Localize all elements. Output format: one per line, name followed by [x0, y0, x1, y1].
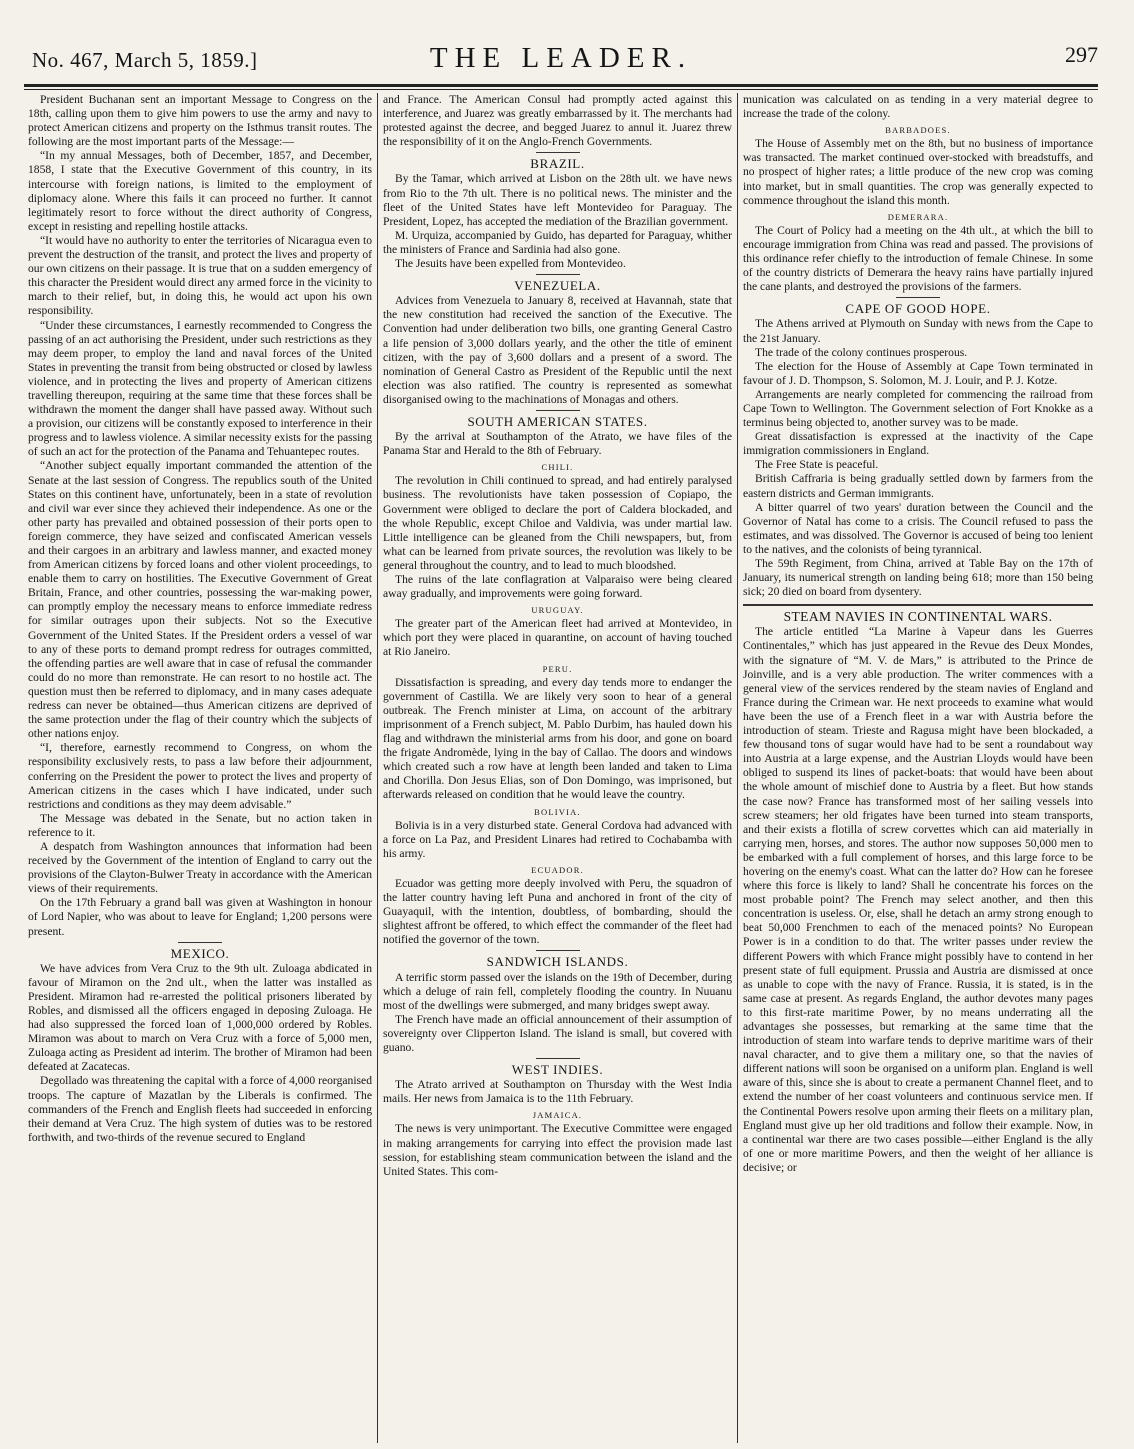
subheading-ecuador: ECUADOR. — [531, 864, 584, 875]
article-paragraph: On the 17th February a grand ball was given at Washington in honour of Lord Napier, who was about to leave for England; 1,200 persons were present. — [28, 896, 372, 938]
article-paragraph: The Court of Policy had a meeting on the 4th ult., at which the bill to encourage immigration from China was read and passed. The provisions of this ordinance refer chiefly to the introduction of female Chinese. In some of the country districts of Demerara the heavy rains have partially injured the cane plants, and destroyed the provisions of the farmers. — [743, 223, 1093, 294]
article-paragraph: “I, therefore, earnestly recommend to Congress, on whom the responsibility exclusively rests, to pass a law before their adjournment, conferring on the President the power to protect the lives and property of American citizens in the cases which I have indicated, under such restrictions and conditions as they may deem advisable.” — [28, 741, 372, 811]
column-divider-2 — [737, 93, 738, 1443]
subheading-peru: PERU. — [542, 663, 573, 674]
section-heading-sandwich-islands: SANDWICH ISLANDS. — [486, 954, 629, 970]
section-divider — [536, 1058, 580, 1059]
article-paragraph: A despatch from Washington announces that information had been received by the Government of the intention of England to carry out the provisions of the Clayton-Bulwer Treaty in accordance with the American views of their requirements. — [28, 839, 372, 896]
issue-date: No. 467, March 5, 1859.] — [32, 48, 258, 72]
article-paragraph: By the arrival at Southampton of the Atrato, we have files of the Panama Star and Herald to the 8th of February. — [383, 430, 732, 458]
article-paragraph: “Under these circumstances, I earnestly recommended to Congress the passing of an act authorising the President, under such restrictions as they may deem proper, to employ the land and naval forces of the United States in preventing the transit from being obstructed or closed by lawless violence, and in protecting the lives and property of American citizens travelling thereupon, requiring at the same time that these forces shall be withdrawn the moment the danger shall have passed away. Without such a provision, our citizens will be constantly exposed to interference in their progress and to lawless violence. A similar necessity exists for the passing of such an act for the protection of the Panama and Tehuantepec routes. — [28, 318, 372, 459]
article-paragraph: Degollado was threatening the capital with a force of 4,000 reorganised troops. The capture of Mazatlan by the Liberals is confirmed. The commanders of the French and English fleets had succeeded in enforcing their demand at Vera Cruz. The high system of duties was to be restored forthwith, and two-thirds of the revenue secured to England — [28, 1074, 372, 1144]
article-paragraph: “It would have no authority to enter the territories of Nicaragua even to prevent the destruction of the transit, and protect the lives and property of our own citizens on their passage. It is true that on a sudden emergency of this character the President would direct any armed force in the vicinity to march to their relief, but, in doing this, he would act upon his own responsibility. — [28, 233, 372, 318]
article-paragraph: Bolivia is in a very disturbed state. General Cordova had advanced with a force on La Paz, and President Linares had retired to Cochabamba with his army. — [383, 818, 732, 860]
section-heading-mexico: MEXICO. — [170, 945, 230, 961]
article-paragraph: Great dissatisfaction is expressed at the inactivity of the Cape immigration commissioners in England. — [743, 430, 1093, 458]
article-paragraph: Ecuador was getting more deeply involved with Peru, the squadron of the latter country having left Puna and anchored in front of the city of Guayaquil, with the intention, doubtless, of bombarding, should the slightest affront be offered, to which effect the commander of the fleet had notified the governor of the town. — [383, 876, 732, 947]
article-paragraph: The ruins of the late conflagration at Valparaiso were being cleared away gradually, and improvements were going forward. — [383, 573, 732, 601]
section-divider — [896, 297, 940, 298]
article-paragraph: The trade of the colony continues prosperous. — [755, 345, 968, 359]
article-paragraph: The Jesuits have been expelled from Montevideo. — [395, 257, 626, 271]
section-heading-venezuela: VENEZUELA. — [514, 278, 601, 294]
article-paragraph: By the Tamar, which arrived at Lisbon on the 28th ult. we have news from Rio to the 7th ult. There is no political news. The minister and the fleet of the United States have left Montevideo for Paraguay. The President, Lopez, has accepted the mediation of the Brazilian government. — [383, 172, 732, 228]
article-paragraph: The article entitled “La Marine à Vapeur dans les Guerres Continentales,” which has just appeared in the Revue des Deux Mondes, with the signature of “M. V. de Mars,” is attributed to the Prince de Joinville, and is a very able production. The writer commences with a general view of the services rendered by the steam navies of England and France during the Crimean war. He next proceeds to examine what would have been the use of a French fleet in a war with Austria before the introduction of steam. Trieste and Ragusa might have been blockaded, a few thousand tons of sugar would have had to be sent a roundabout way into Austria at a large expense, and the Austrian Lloyds would have been obliged to suspend its lines of packet-boats: that would have been about the whole amount of mischief done to Austria by a fleet. But how stands the case now? France has transformed most of her sailing vessels into screw steamers; her old frigates have been turned into steam transports, and their exists a flotilla of screw corvettes which can aid materially in carrying men, horses, and stores. The author now supposes 50,000 men to be embarked with a full complement of horses, and this large force to be hovering on the enemy's coast. What can the latter do? How can he foresee where this force is likely to land? Shall he concentrate his forces on the most probable point? The French may select another, and then this concentration is useless. Or, else, shall he detach an army strong enough to beat 50,000 Frenchmen to each of the menaced points? No European Power is in a condition to do that. The writer passes under review the different Powers with which France might possibly have to contend in her present state of full equipment. Prussia and Austria are dismissed at once as unable to cope with the navy of France. Russia, it is stated, is in the same case at present. As regards England, the author devotes many pages to this first-rate maritime Power, by no means underrating all the advantages she possesses, but remarking at the same time that the introduction of steam into warfare tends to deprive maritime wars of their naval character, and to give them a military one, so that the navies of different nations will soon be organised on a uniform plan. England is well aware of this, since she is about to create a permanent Channel fleet, and to extend the number of her coast volunteers and continuous service men. If the Continental Powers resolve upon arming their fleets on a military plan, England must give up her old traditions and follow their example. Now, in a continental war there are two cases possible—either England is the ally of one or more maritime Powers, and then the weight of her alliance is decisive; or — [743, 625, 1093, 1174]
article-paragraph: The greater part of the American fleet had arrived at Montevideo, in which port they were placed in quarantine, on account of having touched at Rio Janeiro. — [383, 617, 732, 659]
header-rule-thin — [24, 89, 1098, 90]
section-divider — [178, 942, 222, 943]
article-paragraph: The 59th Regiment, from China, arrived at Table Bay on the 17th of January, its numerical strength on landing being 618; more than 150 being sick; 20 died on board from dysentery. — [743, 557, 1093, 599]
article-paragraph: The Atrato arrived at Southampton on Thursday with the West India mails. Her news from Jamaica is to the 11th February. — [383, 1078, 732, 1106]
section-heading-south-american-states: SOUTH AMERICAN STATES. — [467, 413, 648, 429]
subheading-demerara: DEMERARA. — [887, 211, 949, 222]
subheading-uruguay: URUGUAY. — [531, 605, 584, 616]
subheading-jamaica: JAMAICA. — [532, 1110, 583, 1121]
article-paragraph: The revolution in Chili continued to spread, and had entirely paralysed business. The revolutionists have taken possession of Copiapo, the Government were obliged to declare the port of Caldera blockaded, and the whole Republic, except Chiloe and Valdivia, was under martial law. Little intelligence can be gleaned from the Chili newspapers, but, from what can be learned from private sources, the revolution was likely to be general throughout the country, and to lead to much bloodshed. — [383, 474, 732, 572]
article-paragraph: The news is very unimportant. The Executive Committee were engaged in making arrangements for carrying into effect the provision made last session, for establishing steam communication between the island and the United States. This com- — [383, 1122, 732, 1178]
article-paragraph: A bitter quarrel of two years' duration between the Council and the Governor of Natal has come to a crisis. The Council refused to pass the estimates, and was dissolved. The Governor is accused of being too lenient to the natives, and the colonists of being tyrannical. — [743, 500, 1093, 556]
article-paragraph: The Message was debated in the Senate, but no action taken in reference to it. — [28, 811, 372, 839]
article-paragraph: M. Urquiza, accompanied by Guido, has departed for Paraguay, whither the ministers of France and Sardinia had also gone. — [383, 228, 732, 256]
article-paragraph: Dissatisfaction is spreading, and every day tends more to endanger the government of Castilla. We are likely very soon to hear of a general outbreak. The French minister at Lima, on account of the arbitrary imprisonment of a French subject, M. Pablo Durbim, has hauled down his flag and withdrawn the ministerial arms from his door, and gone on board the frigate Andromède, lying in the bay of Callao. The doors and windows which created such a row have at length been landed and taken to Lima and Chorilla. Don Jesus Elias, son of Don Domingo, was imprisoned, but afterwards released on condition that he would leave the country. — [383, 675, 732, 802]
article-paragraph: and France. The American Consul had promptly acted against this interference, and Juarez was greatly embarrassed by it. The merchants had protested against the decree, and begged Juarez to annul it. Juarez threw the responsibility of it on the Anglo-French Governments. — [383, 93, 732, 149]
article-paragraph: The election for the House of Assembly at Cape Town terminated in favour of J. D. Thompson, S. Solomon, M. J. Louir, and P. J. Kotze. — [743, 359, 1093, 387]
article-paragraph: British Caffraria is being gradually settled down by farmers from the eastern districts and German immigrants. — [743, 472, 1093, 500]
column-1 — [28, 93, 372, 1443]
column-2 — [383, 93, 732, 1443]
article-paragraph: The Athens arrived at Plymouth on Sunday with news from the Cape to the 21st January. — [743, 317, 1093, 345]
page-number: 297 — [1065, 42, 1098, 67]
masthead — [24, 34, 1098, 80]
article-paragraph: The French have made an official announcement of their assumption of sovereignty over Clipperton Island. The island is small, but covered with guano. — [383, 1012, 732, 1054]
column-divider-1 — [377, 93, 378, 1443]
article-paragraph: A terrific storm passed over the islands on the 19th of December, during which a deluge of rain fell, completely flooding the country. In Nuuanu most of the dwellings were submerged, and many bridges swept away. — [383, 970, 732, 1012]
column-3 — [743, 93, 1093, 1443]
section-divider — [536, 274, 580, 275]
article-paragraph: The Free State is peaceful. — [755, 458, 879, 472]
article-paragraph: We have advices from Vera Cruz to the 9th ult. Zuloaga abdicated in favour of Miramon on the 2nd ult., when the latter was installed as President. Miramon had re-arrested the political prisoners liberated by Robles, and dismissed all the officers engaged in deposing Zuloaga. He had also suppressed the forced loan of 1,000,000 ordered by Robles. Miramon was about to march on Vera Cruz with a force of 5,000 men, Zuloaga acting as President ad interim. The brother of Miramon had been defeated at Zacatecas. — [28, 961, 372, 1074]
subheading-chili: CHILI. — [541, 462, 574, 473]
article-paragraph: “In my annual Messages, both of December, 1857, and December, 1858, I state that the Executive Government of this country, in its intercourse with foreign nations, is limited to the employment of diplomacy alone. Where this fails it can proceed no further. It cannot legitimately resort to force without the direct authority of Congress, except in resisting and repelling hostile attacks. — [28, 149, 372, 233]
section-heading-west-indies: WEST INDIES. — [511, 1062, 604, 1078]
article-paragraph: Arrangements are nearly completed for commencing the railroad from Cape Town to Wellington. The Government selection of Fort Knokke as a terminus being objected to, another survey was to be made. — [743, 387, 1093, 430]
section-heading-cape-of-good-hope: CAPE OF GOOD HOPE. — [845, 301, 991, 317]
section-divider — [536, 410, 580, 411]
section-heading-brazil: BRAZIL. — [530, 156, 585, 172]
subheading-barbadoes: BARBADOES. — [885, 125, 951, 136]
section-divider — [536, 152, 580, 153]
newspaper-title: THE LEADER. — [429, 42, 693, 74]
subheading-bolivia: BOLIVIA. — [534, 806, 581, 817]
article-paragraph: The House of Assembly met on the 8th, but no business of importance was transacted. The market continued over-stocked with breadstuffs, and no prospect of higher rates; a little produce of the new crop was coming into market, but in small quantities. The crop was generally expected to commence throughout the island this month. — [743, 137, 1093, 207]
article-paragraph: Advices from Venezuela to January 8, received at Havannah, state that the new constitution had received the sanction of the Executive. The Convention had under deliberation two bills, one granting General Castro a life pension of 3,000 dollars yearly, and the other the title of eminent citizen, with the pay of 3,600 dollars and a present of a sword. The nomination of General Castro as President of the Republic until the next election was also ratified. The country is represented as somewhat disorganised owing to the machinations of Monagas and others. — [383, 294, 732, 406]
header-rule-thick — [24, 84, 1098, 87]
article-paragraph: munication was calculated on as tending in a very material degree to increase the trade of the colony. — [743, 93, 1093, 121]
article-separator — [743, 604, 1093, 606]
article-paragraph: President Buchanan sent an important Message to Congress on the 18th, calling upon them to give him powers to use the army and navy to protect American citizens and property on the Isthmus transit routes. The following are the most important parts of the Message:— — [28, 93, 372, 149]
article-heading-steam-navies: STEAM NAVIES IN CONTINENTAL WARS. — [783, 609, 1053, 625]
article-paragraph: “Another subject equally important commanded the attention of the Senate at the last session of Congress. The republics south of the United States on this continent have, unfortunately, been in a state of revolution and civil war ever since they achieved their independence. As one or the other party has prevailed and obtained possession of their ports open to foreign commerce, they have seized and confiscated American vessels and their cargoes in an arbitrary and lawless manner, and exacted money from American citizens by forced loans and other violent proceedings, to enable them to carry on hostilities. The Executive Government of Great Britain, France, and other countries, possessing the war-making power, can promptly employ the necessary means to enforce immediate redress for similar outrages upon their subjects. Not so the Executive Government of the United States. If the President orders a vessel of war to any of these ports to demand prompt redress for outrages committed, the offending parties are well aware that in case of refusal the commander could do no more than remonstrate. He can resort to no hostile act. The question must then be referred to diplomacy, and in many cases adequate redress can never be obtained—thus American citizens are deprived of the same protection under the flag of their country which the subjects of other nations enjoy. — [28, 459, 372, 741]
section-divider — [536, 950, 580, 951]
